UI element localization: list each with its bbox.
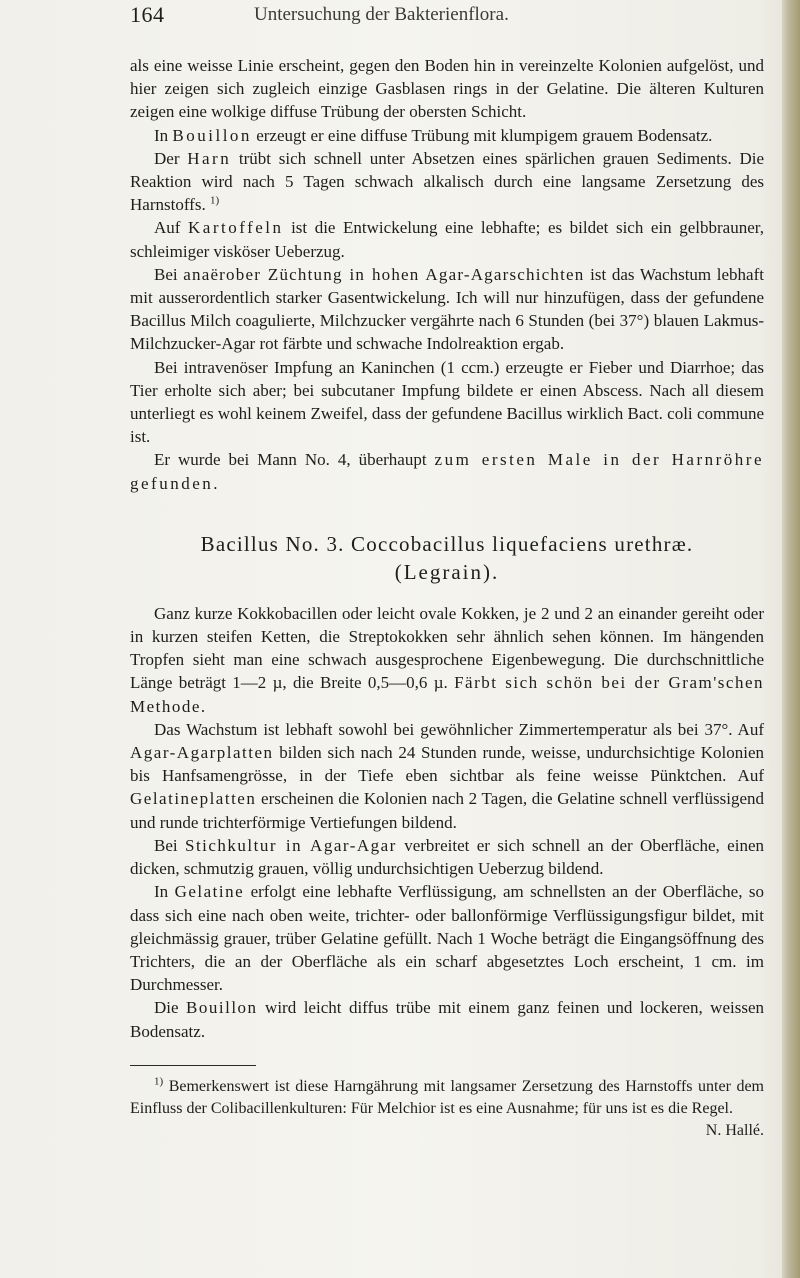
spaced-term: Bouillon: [186, 998, 258, 1018]
page-edge-shadow: [782, 0, 800, 1278]
paragraph-text: ist die Entwickelung eine lebhafte; es bildet sich ein gelbbrauner, schleimiger visköser Ueberzug.: [130, 218, 764, 261]
footnote-marker: 1): [154, 1075, 164, 1088]
spaced-term: Gelatine: [174, 882, 245, 902]
footnote-text: [130, 1075, 764, 1139]
paragraph-text: Ganz kurze Kokkobacillen oder leicht ovale Kokken, je 2 und 2 an einander gereiht oder in kurzen steifen Ketten, die Streptokokken sehr ähnlich sehen können. Im hängenden Tropfen sieht man eine schwach ausgesprochene Eigenbewegung. Die durchschnittliche Länge beträgt 1—2 µ, die Breite 0,5—0,6 µ.: [130, 603, 764, 693]
spaced-term: anaërober Züchtung in hohen Agar-Agarschichten: [183, 264, 585, 284]
paragraph: [130, 718, 764, 834]
paragraph-text: Bei intravenöser Impfung an Kaninchen (1 ccm.) erzeugte er Fieber und Diarrhoe; das Tier erholte sich aber; bei subcutaner Impfung bildete er einen Abscess. Nach all diesem unterliegt es wohl keinem Zweifel, dass der gefundene Bacillus wirklich Bact. coli commune ist.: [130, 357, 764, 447]
paragraph: [130, 602, 764, 718]
paragraph-text: verbreitet er sich schnell an der Oberfläche, einen dicken, schmutzig grauen, völlig undurchsichtigen Ueberzug bildend.: [130, 835, 764, 879]
spaced-term: Gelatineplatten: [130, 789, 257, 809]
footnote-body: Bemerkenswert ist diese Harngährung mit langsamer Zersetzung des Harnstoffs unter dem Einfluss der Colibacillenkulturen: Für Melchior ist es eine Ausnahme; für uns ist es die Regel.: [130, 1077, 764, 1117]
paragraph: [130, 356, 764, 449]
paragraph: [130, 834, 764, 880]
section-heading: [130, 530, 764, 586]
section-author: (Legrain).: [394, 559, 500, 584]
paragraph-text: als eine weisse Linie erscheint, gegen den Boden hin in vereinzelte Kolonien aufgelöst, und hier zeigen sich zugleich einzige Gasblasen rings in der Gelatine. Die älteren Kulturen zeigen eine wolkige diffuse Trübung der obersten Schicht.: [130, 56, 764, 122]
page-header: [130, 2, 730, 28]
running-head: Untersuchung der Bakterienflora.: [254, 4, 509, 25]
paragraph-text: Die: [154, 998, 187, 1018]
paragraph-text: Bei: [154, 264, 184, 284]
paragraph-text: Er wurde bei Mann No. 4, überhaupt: [154, 450, 435, 470]
section-heading-text: Bacillus No. 3. Coccobacillus liquefaciens urethræ.: [200, 531, 694, 556]
paragraph: [130, 216, 764, 262]
paragraph: [130, 880, 764, 996]
footnote-signature: N. Hallé.: [705, 1121, 764, 1139]
paragraph: [130, 147, 764, 217]
paragraph-text: trübt sich schnell unter Absetzen eines spärlichen grauen Sediments. Die Reaktion wird nach 5 Tagen schwach alkalisch durch eine langsame Zersetzung des Harnstoffs.: [130, 148, 765, 215]
paragraph-text: wird leicht diffus trübe mit einem ganz feinen und lockeren, weissen Bodensatz.: [130, 998, 765, 1041]
spaced-term: Bouillon: [172, 125, 252, 145]
paragraph: [130, 263, 764, 356]
paragraph-text: Auf: [154, 218, 189, 238]
paragraph-text: Bei: [154, 835, 185, 855]
footnote-divider: [130, 1065, 256, 1066]
spaced-term: Stichkultur in Agar-Agar: [184, 835, 397, 855]
spaced-term: Kartoffeln: [188, 218, 284, 238]
paragraph-text: erzeugt er eine diffuse Trübung mit klumpigem grauem Bodensatz.: [251, 125, 713, 145]
footnote-ref: 1): [209, 194, 220, 207]
paragraph-text: In: [154, 125, 173, 145]
paragraph: [130, 448, 764, 494]
paragraph: [130, 996, 764, 1042]
footnote: [130, 1075, 764, 1139]
paragraph-text: ist das Wachstum lebhaft mit ausserordentlich starker Gasentwickelung. Ich will nur hinzufügen, dass der gefundene Bacillus Milch coagulierte, Milchzucker vergährte nach 6 Stunden (bei 37°) blauen Lakmus-Milchzucker-Agar rot färbte und schwache Indolreaktion ergab.: [130, 264, 764, 354]
paragraph-text: In: [154, 882, 175, 902]
spaced-term: Färbt sich schön bei der Gram'schen Methode.: [130, 673, 764, 716]
paragraph-text: Das Wachstum ist lebhaft sowohl bei gewöhnlicher Zimmertemperatur als bei 37°. Auf: [154, 719, 764, 739]
paragraph: [130, 54, 764, 124]
paragraph-text: Der: [154, 148, 188, 168]
spaced-term: Harn: [187, 148, 232, 168]
paragraph: [130, 124, 764, 147]
page-number: 164: [130, 2, 165, 27]
page-content: [130, 54, 764, 1142]
spaced-term: Agar-Agarplatten: [130, 743, 274, 763]
paragraph-text: erfolgt eine lebhafte Verflüssigung, am schnellsten an der Oberfläche, so dass sich eine nach oben weite, trichter- oder ballonförmige Verflüssigungsfigur bildet, mit gleichmässig grauer, trüber Gelatine gefüllt. Nach 1 Woche beträgt die Eingangsöffnung des Trichters, die an der Oberfläche als ein scharf abgesetztes Loch erscheint, 1 cm. im Durchmesser.: [130, 882, 764, 995]
paragraph-text: erscheinen die Kolonien nach 2 Tagen, die Gelatine schnell verflüssigend und runde trichterförmige Vertiefungen bildend.: [130, 789, 764, 832]
paragraph-text: bilden sich nach 24 Stunden runde, weisse, undurchsichtige Kolonien bis Hanfsamengrösse, in der Tiefe eben sichtbar als feine weisse Pünktchen. Auf: [130, 743, 764, 786]
spaced-term: zum ersten Male in der Harnröhre gefunden.: [130, 450, 764, 493]
